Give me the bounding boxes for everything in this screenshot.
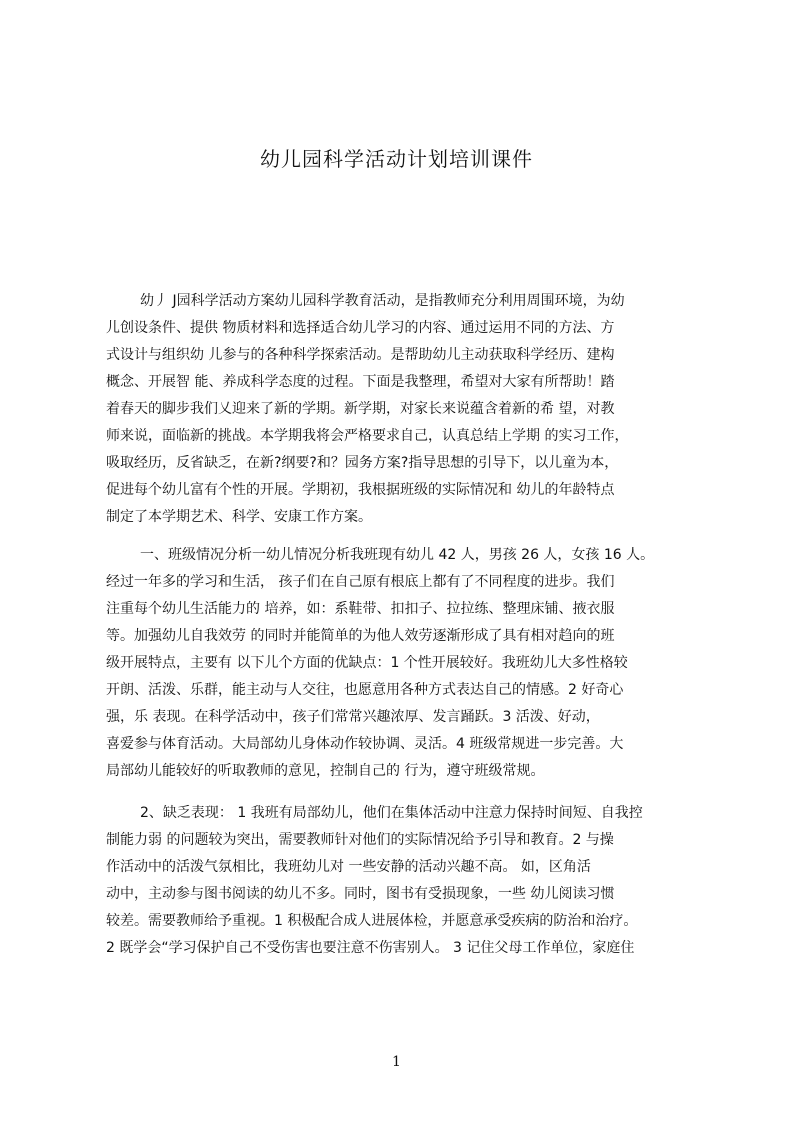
text-line: 着春天的脚步我们乂迎来了新的学期。新学期，对家长来说蕴含着新的希 望，对教 (106, 401, 615, 417)
paragraph-class-analysis (106, 542, 698, 785)
text-line: 2 既学会“学习保护自己不受伤害也要注意不伤害别人。 3 记住父母工作单位，家庭住 (106, 940, 635, 956)
text-line: 制能力弱 的问题较为突出，需要教师针对他们的实际情况给予引导和教育。2 与操 (106, 832, 614, 848)
text-line: 促进每个幼儿富有个性的开展。学期初，我根据班级的实际情况和 幼儿的年龄特点 (106, 482, 615, 498)
text-line: 2、缺乏表现： 1 我班有局部幼儿，他们在集体活动中注意力保持时间短、自我控 (140, 805, 643, 821)
text-line: 一、班级情况分析一幼儿情况分析我班现有幼儿 42 人，男孩 26 人，女孩 16 人。 (140, 547, 655, 563)
text-line: 较差。需要教师给予重视。1 积极配合成人进展体检，并愿意承受疾病的防治和治疗。 (106, 913, 638, 929)
text-line: 等。加强幼儿自我效劳 的同时并能简单的为他人效劳逐渐形成了具有相对趋向的班 (106, 628, 615, 644)
text-line: 儿创设条件、提供 物质材料和选择适合幼儿学习的内容、通过运用不同的方法、方 (106, 320, 615, 336)
text-line: 动中，主动参与图书阅读的幼儿不多。同时，图书有受损现象，一些 幼儿阅读习惯 (106, 886, 615, 902)
text-line: 强，乐 表现。在科学活动中，孩子们常常兴趣浓厚、发言踊跃。3 活泼、好动， (106, 709, 600, 725)
document-title: 幼儿园科学活动计划培训课件 (260, 147, 533, 171)
page-number: 1 (392, 1054, 401, 1070)
text-line: 制定了本学期艺术、科学、安康工作方案。 (106, 509, 372, 525)
text-line: 师来说，面临新的挑战。本学期我将会严格要求自己，认真总结上学期 的实习工作， (106, 428, 629, 444)
text-line: 作活动中的活泼气氛相比，我班幼儿对 一些安静的活动兴趣不高。 如，区角活 (106, 859, 591, 875)
text-line: 注重每个幼儿生活能力的 培养，如：系鞋带、扣扣子、拉拉练、整理床铺、掖衣服 (106, 601, 615, 617)
text-line: 式设计与组织幼 儿参与的各种科学探索活动。是帮助幼儿主动获取科学经历、建构 (106, 347, 615, 363)
text-line: 开朗、活泼、乐群，能主动与人交往，也愿意用各种方式表达自己的情感。2 好奇心 (106, 682, 624, 698)
text-line: 局部幼儿能较好的听取教师的意见，控制自己的 行为，遵守班级常规。 (106, 763, 545, 779)
text-line: 级开展特点，主要有 以下儿个方面的优缺点：1 个性开展较好。我班幼儿大多性格较 (106, 655, 628, 671)
text-line: 概念、开展智 能、养成科学态度的过程。下面是我整理，希望对大家有所帮助！踏 (106, 374, 615, 390)
paragraph-shortcomings (106, 800, 698, 962)
text-line: 喜爱参与体育活动。大局部幼儿身体动作较协调、灵活。4 班级常规进一步完善。大 (106, 736, 624, 752)
paragraph-intro (106, 288, 698, 531)
text-line: 幼丿 J园科学活动方案幼儿园科学教育活动，是指教师充分利用周围环境，为幼 (140, 293, 625, 309)
text-line: 经过一年多的学习和生活， 孩子们在自己原有根底上都有了不同程度的进步。我们 (106, 574, 615, 590)
text-line: 吸取经历，反省缺乏，在新?纲要?和？园务方案?指导思想的引导下，以儿童为本， (106, 455, 619, 471)
